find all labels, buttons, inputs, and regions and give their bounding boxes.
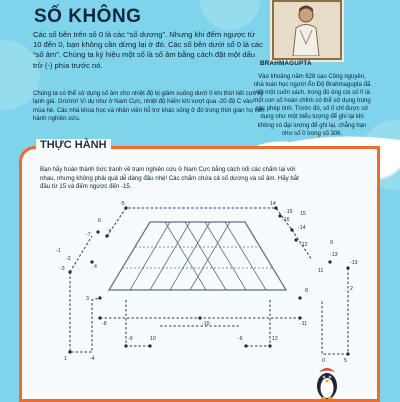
intro-paragraph-2: Chúng ta có thể sử dụng số âm cho nhiệt độ bị giảm xuống dưới 0 khi thời tiết cực kỳ lạnh giá. Grừừừ! Ví dụ như ở Nam Cực, nhiệt độ hiếm khi vượt qua -20 độ C vào mùa hè. Các nhà khoa học và nhân viên hỗ trợ khác sống ở đó trong thời gian họ tiến hành nghiên cứu. [33, 90, 265, 122]
dot [346, 352, 349, 355]
dot-label: -13 [330, 252, 338, 258]
dot-label: 1 [64, 356, 67, 362]
brahmagupta-bio: Vào khoảng năm 628 sau Công nguyên, nhà toán học người Ấn Độ Brahmagupta đã viết một cuốn sách, trong đó ông coi số 0 là một con số hoàn chỉnh có thể sử dụng trong các phép tính. Trước đó, số 0 chỉ được sử dụng như một biểu tượng để ghi lại khi không có đại lượng để ghi lại, chẳng hạn như số 0 trong số 306. [253, 74, 371, 137]
dot [98, 296, 101, 299]
dot-label: -13 [350, 260, 358, 266]
dot-label: -11 [300, 321, 308, 327]
dot [96, 230, 99, 233]
dot-label: -2 [66, 256, 71, 262]
dot-label: 0 [322, 358, 325, 364]
dot-label: -16 [282, 217, 290, 223]
page-title: SỐ KHÔNG [34, 6, 142, 27]
dot-label: 4 [94, 264, 97, 270]
roof-grid [109, 222, 286, 290]
dot-label: 2 [350, 286, 353, 292]
dot-label: -15 [285, 209, 293, 215]
dot-label: -9 [128, 336, 133, 342]
dot-label: 15 [300, 211, 306, 217]
dot-label: 5 [344, 358, 347, 364]
dot-label: -14 [298, 225, 306, 231]
dot-label: 8 [305, 288, 308, 294]
dot-label: -6 [238, 336, 243, 342]
dot-label: -5 [120, 201, 125, 207]
dot [198, 316, 201, 319]
intro-paragraph-1: Các số bên trên số 0 là các “số dương”. Nhưng khi đếm ngược từ 10 đến 0, bạn không cần dừng lại ở đó. Các số bên dưới số 0 là các “số âm”. Chúng ta ký hiệu một số là số âm bằng cách đặt một dấu trừ (-) phía trước nó. [33, 30, 263, 70]
dot-label: 6 [98, 218, 101, 224]
dot [124, 344, 127, 347]
dot-label: -12 [300, 242, 308, 248]
portrait-caption: BRAHMAGUPTA [260, 60, 312, 67]
dot [68, 270, 71, 273]
dot-label: -4 [90, 356, 95, 362]
practice-instructions: Bạn hãy hoàn thành bức tranh về trạm nghiên cứu ở Nam Cực bằng cách nối các chấm lại với nhau, nhưng không phải quả dễ dàng đâu nhé! Các chấm chứa cả số dương và số âm. Hãy bắt đầu từ 15 và đếm ngược đến -15. [40, 166, 299, 190]
dot-label: -8 [102, 321, 107, 327]
dot [298, 316, 301, 319]
penguin-icon [312, 366, 342, 400]
dashed-guides [70, 208, 348, 354]
dot [268, 344, 271, 347]
dot-label: 10 [150, 336, 156, 342]
dot-label: -3 [60, 266, 65, 272]
dot [124, 206, 127, 209]
dot-label: 14 [270, 201, 276, 207]
dot-label: 12 [272, 336, 278, 342]
dot-label: 11 [318, 268, 324, 274]
dot [68, 350, 71, 353]
dot [328, 260, 331, 263]
dot-label: -7 [86, 232, 91, 238]
dot [294, 238, 297, 241]
dot-label: 3 [86, 296, 89, 302]
dot-label: 9 [330, 240, 333, 246]
dot [244, 344, 247, 347]
dot [298, 296, 301, 299]
dot-label: -10 [202, 321, 210, 327]
dot [346, 266, 349, 269]
dot [98, 316, 101, 319]
dot-label: -1 [56, 248, 61, 254]
dot-label: 7 [108, 229, 111, 235]
practice-label: THỰC HÀNH [36, 139, 111, 151]
dot [290, 228, 293, 231]
dot [148, 344, 151, 347]
